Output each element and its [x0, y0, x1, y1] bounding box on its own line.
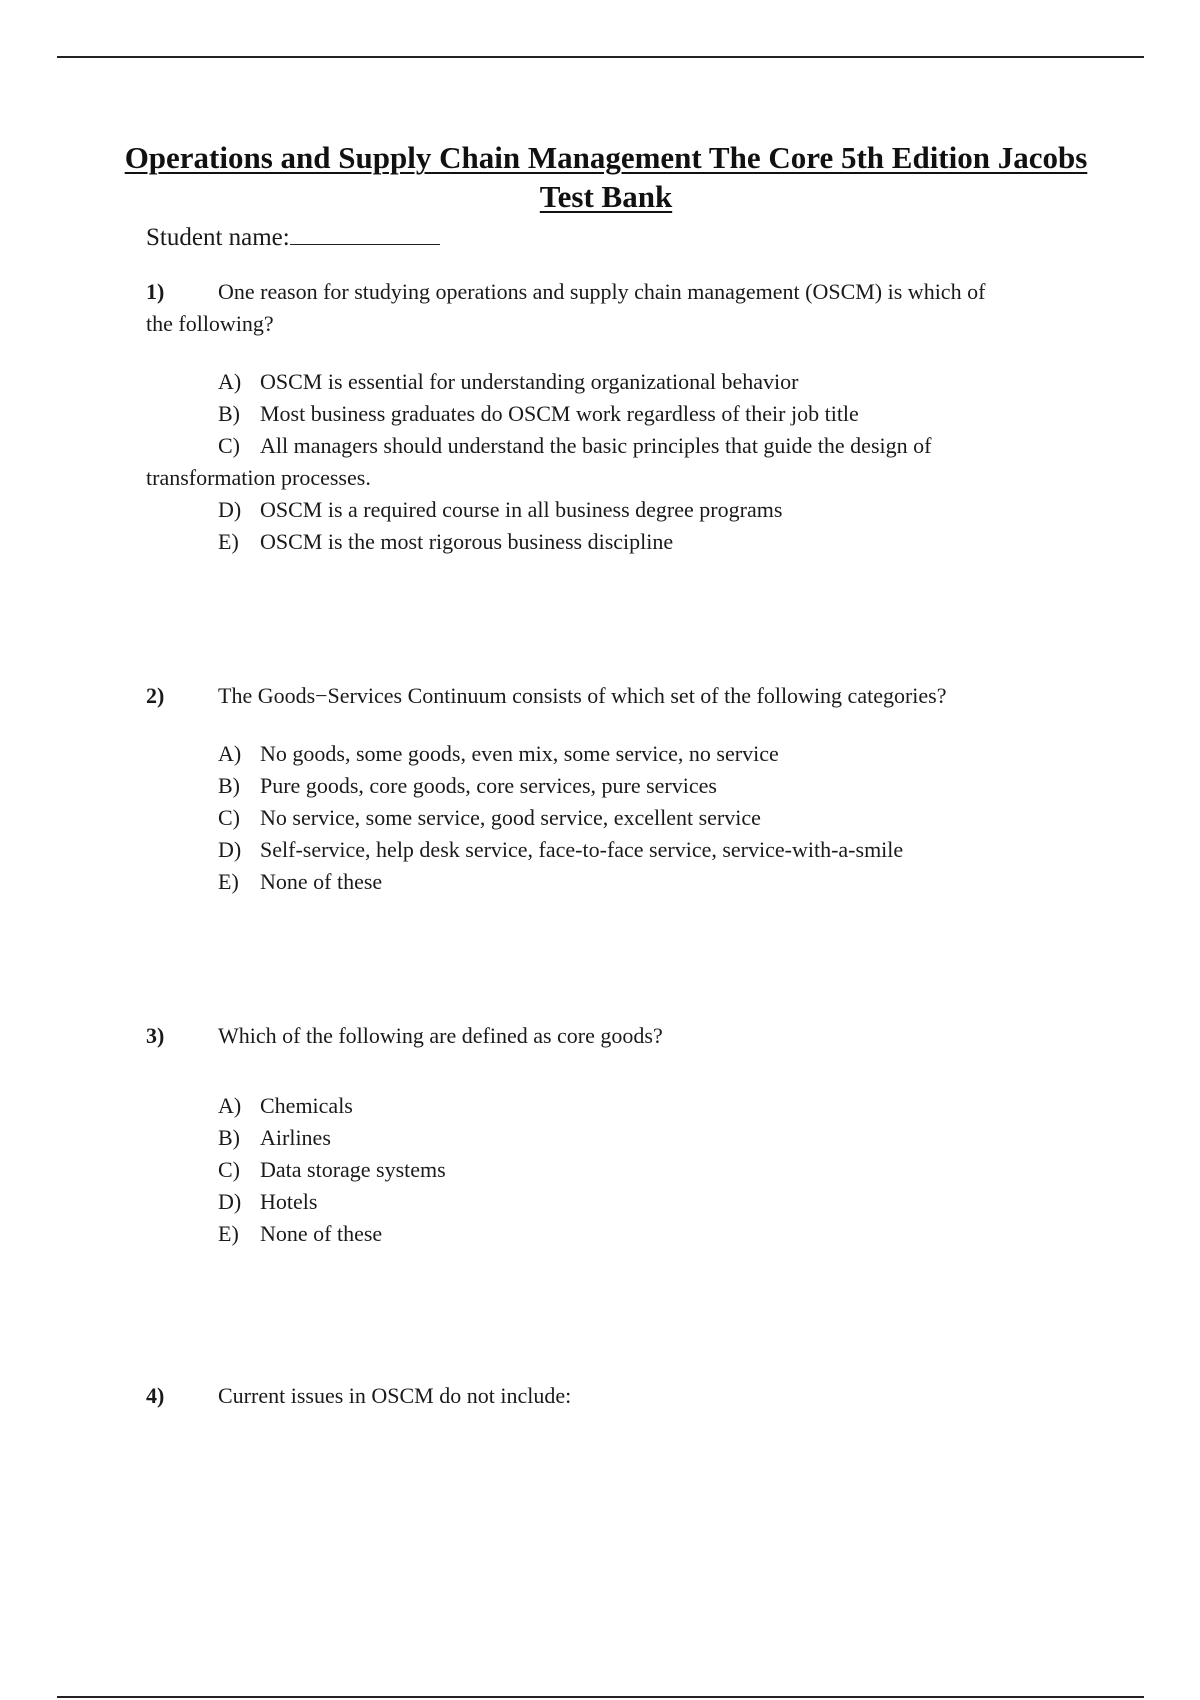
option-text: No goods, some goods, even mix, some service, no service — [260, 741, 779, 766]
option-c[interactable] — [146, 430, 1066, 494]
option-d[interactable] — [146, 834, 1066, 866]
option-letter: D) — [218, 837, 242, 862]
document-title — [66, 138, 1146, 216]
option-text: OSCM is essential for understanding organizational behavior — [260, 369, 799, 394]
top-rule — [57, 56, 1144, 58]
option-c[interactable] — [146, 802, 1066, 834]
option-a[interactable] — [146, 366, 1066, 398]
option-letter: B) — [218, 401, 240, 426]
option-letter: A) — [218, 1093, 242, 1118]
option-text: No service, some service, good service, excellent service — [260, 805, 761, 830]
option-text: All managers should understand the basic principles that guide the design of — [260, 433, 932, 458]
answer-options — [146, 1090, 1066, 1250]
option-text: Chemicals — [260, 1093, 353, 1118]
option-text: Most business graduates do OSCM work regardless of their job title — [260, 401, 859, 426]
option-text: Airlines — [260, 1125, 331, 1150]
option-text: Pure goods, core goods, core services, pure services — [260, 773, 717, 798]
option-text: Hotels — [260, 1189, 318, 1214]
question-stem — [146, 1380, 1066, 1412]
question-text: The Goods−Services Continuum consists of which set of the following categories? — [218, 683, 947, 708]
option-first-line — [146, 433, 931, 458]
option-c[interactable] — [146, 1154, 1066, 1186]
option-letter: C) — [218, 805, 240, 830]
question-stem — [146, 680, 1066, 712]
option-text: None of these — [260, 869, 383, 894]
question-4 — [146, 1380, 1066, 1412]
option-text: OSCM is a required course in all business degree programs — [260, 497, 783, 522]
option-text: Self-service, help desk service, face-to-face service, service-with-a-smile — [260, 837, 904, 862]
option-a[interactable] — [146, 738, 1066, 770]
bottom-rule — [57, 1696, 1144, 1698]
question-number: 1) — [146, 279, 165, 304]
option-a[interactable] — [146, 1090, 1066, 1122]
question-stem — [146, 276, 1066, 340]
student-name-row — [146, 222, 440, 253]
student-name-label: Student name: — [146, 224, 290, 251]
option-letter: E) — [218, 529, 239, 554]
option-letter: D) — [218, 1189, 242, 1214]
option-text: Data storage systems — [260, 1157, 446, 1182]
question-text: Current issues in OSCM do not include: — [218, 1383, 572, 1408]
option-letter: D) — [218, 497, 242, 522]
option-b[interactable] — [146, 1122, 1066, 1154]
option-letter: A) — [218, 741, 242, 766]
option-b[interactable] — [146, 398, 1066, 430]
title-line-2: Test Bank — [539, 179, 673, 214]
question-number: 4) — [146, 1383, 165, 1408]
option-e[interactable] — [146, 866, 1066, 898]
question-text: One reason for studying operations and supply chain management (OSCM) is which of — [218, 279, 986, 304]
title-line-1: Operations and Supply Chain Management The Core 5th Edition Jacobs — [124, 140, 1088, 175]
option-letter: B) — [218, 1125, 240, 1150]
answer-options — [146, 366, 1066, 558]
question-number: 3) — [146, 1023, 165, 1048]
question-1 — [146, 276, 1066, 558]
option-letter: C) — [218, 433, 240, 458]
question-number: 2) — [146, 683, 165, 708]
student-name-blank[interactable] — [290, 222, 440, 245]
question-stem — [146, 1020, 1066, 1052]
option-d[interactable] — [146, 494, 1066, 526]
option-letter: E) — [218, 1221, 239, 1246]
answer-options — [146, 738, 1066, 898]
question-3 — [146, 1020, 1066, 1250]
question-text: Which of the following are defined as core goods? — [218, 1023, 663, 1048]
question-text-continued: the following? — [146, 311, 274, 336]
option-letter: A) — [218, 369, 242, 394]
option-text-continued: transformation processes. — [146, 465, 371, 490]
option-text: OSCM is the most rigorous business discipline — [260, 529, 674, 554]
option-text: None of these — [260, 1221, 383, 1246]
question-2 — [146, 680, 1066, 898]
option-letter: B) — [218, 773, 240, 798]
option-d[interactable] — [146, 1186, 1066, 1218]
option-b[interactable] — [146, 770, 1066, 802]
option-letter: C) — [218, 1157, 240, 1182]
option-e[interactable] — [146, 1218, 1066, 1250]
option-letter: E) — [218, 869, 239, 894]
option-e[interactable] — [146, 526, 1066, 558]
